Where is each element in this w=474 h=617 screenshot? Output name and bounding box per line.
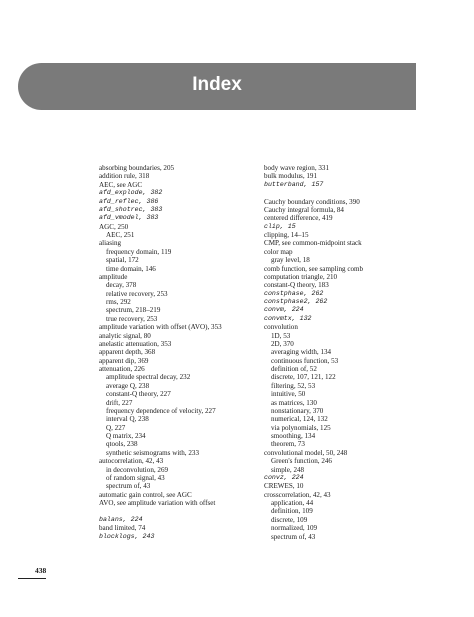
index-entry: AVO, see amplitude variation with offset bbox=[99, 499, 216, 507]
index-entry: constphase2, 262 bbox=[264, 298, 328, 306]
index-subentry: gray level, 18 bbox=[271, 256, 310, 265]
index-subentry: AEC, 251 bbox=[106, 231, 135, 239]
index-entry: afd_shotrec, 383 bbox=[99, 205, 163, 213]
index-entry: afd_explode, 382 bbox=[99, 189, 163, 197]
index-subentry: continuous function, 53 bbox=[271, 356, 339, 365]
index-subentry: 1D, 53 bbox=[271, 331, 291, 340]
index-subentry: 2D, 370 bbox=[271, 339, 294, 348]
index-subentry: interval Q, 238 bbox=[106, 415, 149, 424]
index-subentry: definition, 109 bbox=[271, 507, 313, 516]
index-entry: CREWES, 10 bbox=[264, 482, 304, 491]
index-entry: aliasing bbox=[99, 239, 122, 248]
index-entry: butterband, 157 bbox=[264, 180, 324, 188]
index-entry: autocorrelation, 42, 43 bbox=[99, 457, 164, 466]
index-entry: clip, 15 bbox=[264, 222, 296, 230]
index-entry: amplitude bbox=[99, 272, 128, 281]
index-subentry: synthetic seismograms with, 233 bbox=[106, 448, 199, 457]
index-column-right bbox=[264, 164, 414, 541]
index-subentry: Q matrix, 234 bbox=[106, 432, 146, 440]
index-entry: CMP, see common-midpoint stack bbox=[264, 239, 362, 248]
index-entry: amplitude variation with offset (AVO), 353 bbox=[99, 323, 222, 332]
index-entry: afd_reflec, 386 bbox=[99, 197, 159, 205]
index-entry: crosscorrelation, 42, 43 bbox=[264, 490, 331, 499]
index-entry: convm, 224 bbox=[264, 306, 304, 314]
index-subentry: of random signal, 43 bbox=[106, 473, 165, 482]
index-subentry: smoothing, 134 bbox=[271, 432, 316, 441]
index-column-left bbox=[99, 164, 249, 541]
index-subentry: frequency domain, 119 bbox=[106, 247, 172, 256]
chapter-header-banner bbox=[18, 63, 416, 110]
index-subentry: averaging width, 134 bbox=[271, 348, 332, 357]
index-entry: absorbing boundaries, 205 bbox=[99, 164, 175, 172]
index-subentry: rms, 292 bbox=[106, 298, 131, 306]
index-subentry: amplitude spectral decay, 232 bbox=[106, 373, 191, 382]
index-entry: balans, 224 bbox=[99, 515, 143, 523]
index-entry: convmtx, 132 bbox=[264, 314, 312, 322]
index-entry: convolutional model, 50, 248 bbox=[264, 448, 348, 457]
index-subentry: discrete, 109 bbox=[271, 515, 308, 524]
index-subentry: average Q, 238 bbox=[106, 381, 150, 390]
index-subentry: simple, 248 bbox=[271, 465, 305, 474]
page-title: Index bbox=[192, 74, 242, 95]
index-entry: Cauchy boundary conditions, 390 bbox=[264, 197, 360, 206]
index-subentry: filtering, 52, 53 bbox=[271, 381, 316, 390]
index-subentry: theorem, 73 bbox=[271, 440, 305, 449]
index-subentry: spectrum, 218–219 bbox=[106, 306, 161, 315]
index-entry: comb function, see sampling comb bbox=[264, 264, 364, 273]
index-subentry: Q, 227 bbox=[106, 423, 126, 432]
letter-group-gap bbox=[99, 507, 249, 515]
index-subentry: nonstationary, 370 bbox=[271, 406, 324, 415]
index-subentry: numerical, 124, 132 bbox=[271, 415, 328, 424]
index-entry: blocklogs, 243 bbox=[99, 532, 155, 540]
index-entry: band limited, 74 bbox=[99, 524, 146, 533]
index-subentry: normalized, 109 bbox=[271, 524, 318, 533]
index-subentry: spatial, 172 bbox=[106, 256, 139, 265]
index-subentry: true recovery, 253 bbox=[106, 314, 158, 323]
index-entry: AEC, see AGC bbox=[99, 180, 143, 189]
index-entry: AGC, 250 bbox=[99, 222, 129, 231]
index-subentry: in deconvolution, 269 bbox=[106, 465, 169, 474]
index-entry: convolution bbox=[264, 323, 298, 332]
index-entry: constphase, 262 bbox=[264, 289, 324, 297]
index-entry: Cauchy integral formula, 84 bbox=[264, 205, 344, 214]
index-entry: convz, 224 bbox=[264, 473, 304, 481]
index-entry: anelastic attenuation, 353 bbox=[99, 339, 172, 348]
index-entry: color map bbox=[264, 247, 293, 256]
index-subentry: time domain, 146 bbox=[106, 264, 156, 273]
index-entry: attenuation, 226 bbox=[99, 365, 145, 373]
index-entry: constant-Q theory, 183 bbox=[264, 281, 329, 290]
index-subentry: discrete, 107, 121, 122 bbox=[271, 373, 336, 382]
index-subentry: relative recovery, 253 bbox=[106, 289, 168, 298]
index-subentry: application, 44 bbox=[271, 499, 314, 508]
index-entry: clipping, 14–15 bbox=[264, 231, 309, 240]
index-entry: automatic gain control, see AGC bbox=[99, 490, 192, 499]
index-entry: bulk modulus, 191 bbox=[264, 172, 318, 181]
page-number: 438 bbox=[35, 566, 47, 575]
index-subentry: as matrices, 130 bbox=[271, 398, 317, 407]
letter-group-gap bbox=[264, 189, 414, 197]
index-entry: apparent depth, 368 bbox=[99, 348, 156, 357]
index-entry: computation triangle, 210 bbox=[264, 272, 338, 281]
index-subentry: definition of, 52 bbox=[271, 365, 317, 374]
index-subentry: decay, 378 bbox=[106, 281, 137, 290]
index-subentry: qtools, 238 bbox=[106, 440, 138, 449]
index-entry: apparent dip, 369 bbox=[99, 356, 149, 365]
index-entry: analytic signal, 80 bbox=[99, 331, 151, 340]
index-subentry: drift, 227 bbox=[106, 398, 133, 407]
index-entry: body wave region, 331 bbox=[264, 164, 330, 172]
index-entry: afd_vmodel, 383 bbox=[99, 214, 159, 222]
page-number-rule bbox=[18, 578, 46, 579]
index-subentry: Green's function, 246 bbox=[271, 457, 332, 466]
index-entry: centered difference, 419 bbox=[264, 214, 333, 223]
index-subentry: spectrum of, 43 bbox=[106, 482, 151, 491]
index-subentry: intuitive, 50 bbox=[271, 390, 306, 399]
index-subentry: frequency dependence of velocity, 227 bbox=[106, 406, 216, 415]
index-entry: addition rule, 318 bbox=[99, 172, 150, 181]
index-subentry: spectrum of, 43 bbox=[271, 532, 316, 541]
index-subentry: via polynomials, 125 bbox=[271, 423, 331, 432]
index-subentry: constant-Q theory, 227 bbox=[106, 390, 171, 399]
